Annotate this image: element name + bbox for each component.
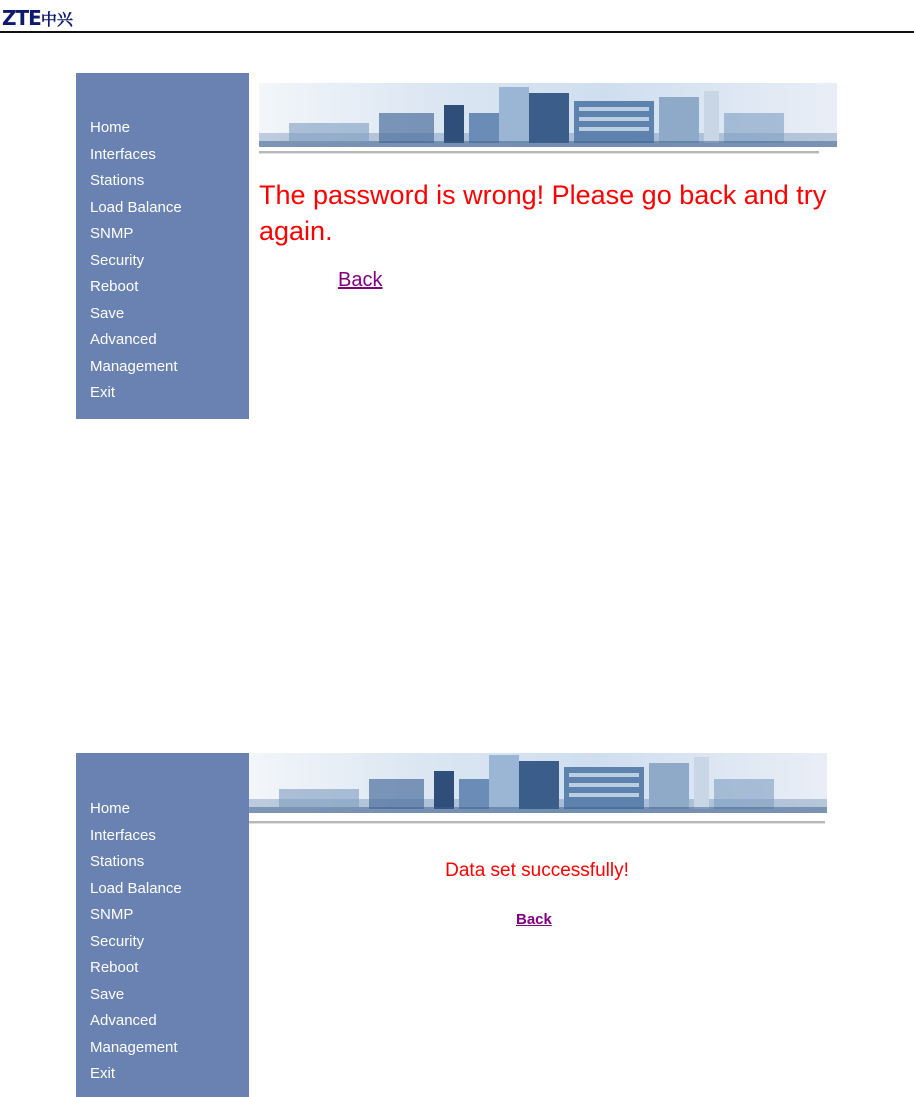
sidebar-item-interfaces[interactable]: Interfaces (90, 826, 156, 844)
sidebar-item-snmp[interactable]: SNMP (90, 906, 134, 923)
sidebar-item-snmp[interactable]: SNMP (90, 225, 134, 242)
back-link[interactable]: Back (338, 269, 383, 291)
success-message: Data set successfully! (445, 860, 629, 881)
screenshot-password-wrong (76, 73, 840, 419)
header-divider (0, 31, 914, 33)
sidebar-item-security[interactable]: Security (90, 932, 145, 950)
sidebar-item-management[interactable]: Management (90, 357, 178, 375)
sidebar-item-load-balance[interactable]: Load Balance (90, 198, 182, 216)
sidebar-item-advanced[interactable]: Advanced (90, 331, 157, 348)
sidebar-item-interfaces[interactable]: Interfaces (90, 145, 156, 163)
banner-image (259, 83, 837, 147)
sidebar-item-advanced[interactable]: Advanced (90, 1012, 157, 1029)
sidebar (76, 753, 249, 1097)
error-message: The password is wrong! Please go back and try again. (259, 180, 827, 246)
sidebar-item-save[interactable]: Save (90, 304, 125, 322)
sidebar-item-exit[interactable]: Exit (90, 384, 116, 401)
sidebar-item-load-balance[interactable]: Load Balance (90, 879, 182, 897)
back-link[interactable]: Back (516, 911, 552, 928)
buildings-banner-icon (249, 753, 827, 813)
document-header (0, 0, 914, 34)
sidebar (76, 73, 249, 419)
sidebar-item-stations[interactable]: Stations (90, 853, 145, 870)
screenshot-data-set-success (76, 753, 840, 1097)
sidebar-nav (90, 115, 182, 407)
zte-logo: ZTE中兴 (2, 6, 73, 30)
sidebar-nav (90, 796, 182, 1088)
banner-divider (259, 151, 819, 154)
sidebar-item-exit[interactable]: Exit (90, 1065, 116, 1082)
sidebar-item-home[interactable]: Home (90, 800, 131, 817)
sidebar-item-home[interactable]: Home (90, 119, 131, 136)
banner-divider (249, 821, 825, 824)
sidebar-item-security[interactable]: Security (90, 251, 145, 269)
sidebar-item-management[interactable]: Management (90, 1038, 178, 1056)
sidebar-item-reboot[interactable]: Reboot (90, 959, 139, 976)
sidebar-item-save[interactable]: Save (90, 985, 125, 1003)
banner-image (249, 753, 827, 813)
sidebar-item-stations[interactable]: Stations (90, 172, 145, 189)
buildings-banner-icon (259, 83, 837, 147)
sidebar-item-reboot[interactable]: Reboot (90, 278, 139, 295)
